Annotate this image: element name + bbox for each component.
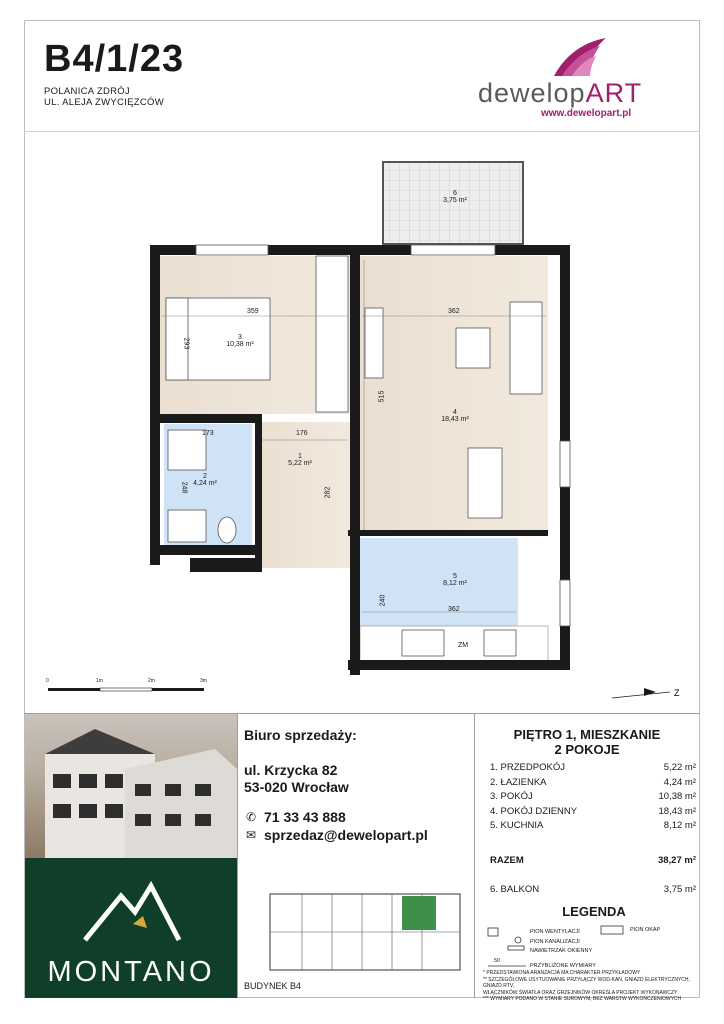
scale-3m: 3m xyxy=(200,678,207,684)
room-4-area: 18,43 m² xyxy=(441,416,469,423)
fridge-label: ZM xyxy=(458,642,469,649)
dim-362-bottom: 362 xyxy=(448,606,460,613)
vent-icon xyxy=(488,928,498,936)
dim-282: 282 xyxy=(324,486,332,499)
legend-dimensions: PRZYBLIŻONE WYMIARY xyxy=(530,963,596,969)
note-4: *** WYMIARY PODANO W STANIE SUROWYM, BEZ WARSTW WYKOŃCZENIOWYCH xyxy=(483,996,682,1002)
note-3: WŁĄCZNIKÓW ŚWIATŁA ORAZ GRZEJNIKÓW OKREŚLA PROJEKT WYKONAWCZY xyxy=(483,989,678,996)
sales-street: ul. Krzycka 82 xyxy=(244,762,338,778)
room-name: 1. PRZEDPOKÓJ xyxy=(490,762,565,773)
brand-suffix: ART xyxy=(585,78,643,108)
room-5-label xyxy=(430,573,480,587)
header-divider xyxy=(24,131,700,132)
unit-code: B4/1/23 xyxy=(44,38,185,80)
total-area: 38,27 m² xyxy=(657,855,696,866)
room-4-label xyxy=(430,409,480,423)
key-plan-unit-highlight xyxy=(402,896,436,930)
note-1: * PRZEDSTAWIONA ARANŻACJA MA CHARAKTER PRZYKŁADOWY xyxy=(483,970,641,976)
drain-icon xyxy=(515,937,521,943)
room-name: 3. POKÓJ xyxy=(490,791,533,803)
legend-arrow-value: 50 xyxy=(494,958,501,964)
unit-address xyxy=(44,86,164,108)
sales-office-title: Biuro sprzedaży: xyxy=(244,727,357,743)
building-illustration xyxy=(25,714,237,858)
room-name: 2. ŁAZIENKA xyxy=(490,776,547,788)
building-key-plan xyxy=(262,888,468,978)
balcony-name: 6. BALKON xyxy=(490,884,540,895)
legend-notes xyxy=(483,970,697,1003)
room-5-number: 5 xyxy=(453,573,457,580)
trickle-vent-icon xyxy=(508,946,524,950)
room-6-label xyxy=(430,190,480,204)
room-1-number: 1 xyxy=(298,453,302,460)
room-list xyxy=(490,762,696,835)
room-area: 8,12 m² xyxy=(663,820,696,832)
phone-icon: ✆ xyxy=(246,810,257,824)
dim-359: 359 xyxy=(247,308,259,315)
legend-drain: PION KANALIZACJI xyxy=(530,939,580,945)
brand-prefix: dewelop xyxy=(478,78,586,108)
room-2-area: 4,24 m² xyxy=(193,480,217,487)
room-area: 5,22 m² xyxy=(663,762,696,773)
brand-url-link[interactable]: www.dewelopart.pl xyxy=(541,108,632,119)
mail-icon: ✉ xyxy=(246,828,257,842)
building-label: BUDYNEK B4 xyxy=(244,981,302,991)
balcony-row xyxy=(490,884,696,895)
floor-title-line2: 2 POKOJE xyxy=(554,742,620,757)
sales-email-link[interactable]: sprzedaz@dewelopart.pl xyxy=(264,827,428,843)
kitchen-counter xyxy=(360,626,548,662)
room-row xyxy=(490,762,696,777)
floor-title xyxy=(476,727,698,757)
column-divider-1 xyxy=(237,713,238,998)
room-1-label xyxy=(275,453,325,467)
dim-240: 240 xyxy=(379,594,387,607)
sales-city: 53-020 Wrocław xyxy=(244,779,349,795)
room-row xyxy=(490,777,696,792)
room-name: 5. KUCHNIA xyxy=(490,820,544,832)
room-4-number: 4 xyxy=(453,409,457,416)
total-row xyxy=(490,855,696,866)
montano-logo xyxy=(25,858,237,998)
sales-office-address xyxy=(244,762,349,796)
dim-515: 515 xyxy=(378,390,386,403)
room-6-number: 6 xyxy=(453,190,457,197)
legend-title: LEGENDA xyxy=(562,904,626,919)
room-4-floor xyxy=(360,256,548,534)
scale-1m: 1m xyxy=(96,678,103,684)
room-1-floor xyxy=(258,422,350,568)
legend-hood: PION OKAP xyxy=(630,927,661,933)
scale-2m: 2m xyxy=(148,678,155,684)
brand-wordmark xyxy=(478,78,642,109)
dim-362-top: 362 xyxy=(448,308,460,315)
legend-trickle-vent: NAWIETRZAK OKIENNY xyxy=(530,948,593,954)
room-2-label xyxy=(180,473,230,487)
building-photo xyxy=(25,714,237,858)
mountain-icon xyxy=(81,876,181,942)
dim-173: 173 xyxy=(202,430,214,437)
room-2-number: 2 xyxy=(203,473,207,480)
scale-0: 0 xyxy=(46,678,49,684)
montano-wordmark: MONTANO xyxy=(47,956,215,988)
room-6-area: 3,75 m² xyxy=(443,197,467,204)
floor-plan xyxy=(0,150,724,710)
dim-293: 293 xyxy=(182,337,190,350)
column-divider-2 xyxy=(474,713,475,998)
scale-bar xyxy=(46,682,216,694)
north-arrow-icon xyxy=(610,682,690,702)
sales-phone-link[interactable]: 71 33 43 888 xyxy=(264,809,346,825)
svg-text:Z: Z xyxy=(674,688,680,698)
legend-vent: PION WENTYLACJI xyxy=(530,929,580,935)
room-area: 4,24 m² xyxy=(663,776,696,788)
room-3-label xyxy=(215,334,265,348)
room-row xyxy=(490,806,696,821)
dim-176: 176 xyxy=(296,430,308,437)
room-area: 10,38 m² xyxy=(658,791,696,803)
address-line-city: POLANICA ZDRÓJ xyxy=(44,86,131,97)
brand-logo-mark xyxy=(548,34,608,78)
room-1-area: 5,22 m² xyxy=(288,460,312,467)
room-5-area: 8,12 m² xyxy=(443,580,467,587)
room-row xyxy=(490,791,696,806)
address-line-street: UL. ALEJA ZWYCIĘZCÓW xyxy=(44,97,165,108)
dim-248: 248 xyxy=(180,481,188,494)
room-row xyxy=(490,820,696,835)
room-name: 4. POKÓJ DZIENNY xyxy=(490,805,578,817)
room-area: 18,43 m² xyxy=(658,805,696,817)
total-label: RAZEM xyxy=(490,855,524,866)
balcony-area: 3,75 m² xyxy=(663,884,696,895)
note-2: ** SZCZEGÓŁOWE USYTUOWANIE PRZYŁĄCZY WOD-KAN, GNIAZD ELEKTRYCZNYCH, GNIAZD RTV, xyxy=(483,976,690,989)
room-3-area: 10,38 m² xyxy=(226,341,254,348)
floor-title-line1: PIĘTRO 1, MIESZKANIE xyxy=(513,727,661,742)
hood-icon xyxy=(600,925,626,935)
room-3-number: 3 xyxy=(238,334,242,341)
legend-symbols xyxy=(486,926,530,970)
